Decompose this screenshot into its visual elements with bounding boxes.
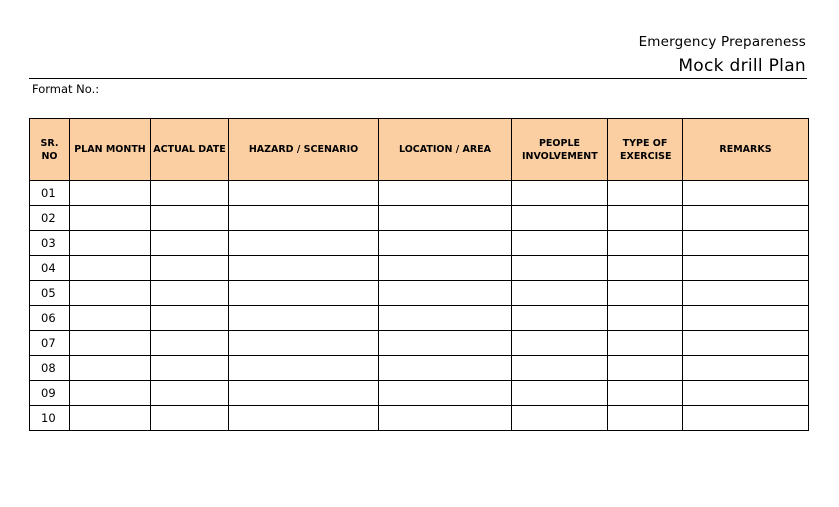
plan-month-cell[interactable] bbox=[70, 306, 151, 331]
sr-no-cell: 06 bbox=[30, 306, 70, 331]
remarks-cell[interactable] bbox=[683, 306, 809, 331]
type-of-exercise-cell[interactable] bbox=[608, 406, 683, 431]
actual-date-cell[interactable] bbox=[151, 231, 229, 256]
sr-no-cell: 04 bbox=[30, 256, 70, 281]
column-header-actual-date: ACTUAL DATE bbox=[151, 119, 229, 181]
actual-date-cell[interactable] bbox=[151, 281, 229, 306]
type-of-exercise-cell[interactable] bbox=[608, 181, 683, 206]
plan-month-cell[interactable] bbox=[70, 406, 151, 431]
header-divider bbox=[29, 78, 807, 79]
actual-date-cell[interactable] bbox=[151, 306, 229, 331]
location-area-cell[interactable] bbox=[379, 206, 512, 231]
remarks-cell[interactable] bbox=[683, 181, 809, 206]
hazard-scenario-cell[interactable] bbox=[229, 406, 379, 431]
hazard-scenario-cell[interactable] bbox=[229, 331, 379, 356]
column-header-type-of-exercise: TYPE OF EXERCISE bbox=[608, 119, 683, 181]
location-area-cell[interactable] bbox=[379, 331, 512, 356]
sr-no-cell: 03 bbox=[30, 231, 70, 256]
actual-date-cell[interactable] bbox=[151, 331, 229, 356]
table-row bbox=[30, 256, 809, 281]
people-involvement-cell[interactable] bbox=[512, 306, 608, 331]
sr-no-cell: 02 bbox=[30, 206, 70, 231]
type-of-exercise-cell[interactable] bbox=[608, 231, 683, 256]
column-header-location-area: LOCATION / AREA bbox=[379, 119, 512, 181]
people-involvement-cell[interactable] bbox=[512, 231, 608, 256]
location-area-cell[interactable] bbox=[379, 406, 512, 431]
hazard-scenario-cell[interactable] bbox=[229, 356, 379, 381]
remarks-cell[interactable] bbox=[683, 281, 809, 306]
table-row bbox=[30, 406, 809, 431]
table-row bbox=[30, 281, 809, 306]
table-row bbox=[30, 306, 809, 331]
plan-month-cell[interactable] bbox=[70, 231, 151, 256]
actual-date-cell[interactable] bbox=[151, 256, 229, 281]
plan-month-cell[interactable] bbox=[70, 356, 151, 381]
type-of-exercise-cell[interactable] bbox=[608, 306, 683, 331]
plan-month-cell[interactable] bbox=[70, 281, 151, 306]
sr-no-cell: 08 bbox=[30, 356, 70, 381]
hazard-scenario-cell[interactable] bbox=[229, 256, 379, 281]
type-of-exercise-cell[interactable] bbox=[608, 206, 683, 231]
remarks-cell[interactable] bbox=[683, 206, 809, 231]
hazard-scenario-cell[interactable] bbox=[229, 306, 379, 331]
people-involvement-cell[interactable] bbox=[512, 331, 608, 356]
remarks-cell[interactable] bbox=[683, 231, 809, 256]
table-row bbox=[30, 231, 809, 256]
type-of-exercise-cell[interactable] bbox=[608, 356, 683, 381]
remarks-cell[interactable] bbox=[683, 406, 809, 431]
location-area-cell[interactable] bbox=[379, 306, 512, 331]
plan-month-cell[interactable] bbox=[70, 206, 151, 231]
column-header-sr-no: SR. NO bbox=[30, 119, 70, 181]
remarks-cell[interactable] bbox=[683, 381, 809, 406]
location-area-cell[interactable] bbox=[379, 256, 512, 281]
form-subtitle: Emergency Prepareness bbox=[638, 34, 806, 50]
type-of-exercise-cell[interactable] bbox=[608, 281, 683, 306]
people-involvement-cell[interactable] bbox=[512, 356, 608, 381]
table-row bbox=[30, 331, 809, 356]
column-header-remarks: REMARKS bbox=[683, 119, 809, 181]
format-number-label: Format No.: bbox=[32, 82, 100, 96]
remarks-cell[interactable] bbox=[683, 331, 809, 356]
sr-no-cell: 05 bbox=[30, 281, 70, 306]
table-row bbox=[30, 381, 809, 406]
table-body bbox=[30, 181, 809, 431]
type-of-exercise-cell[interactable] bbox=[608, 381, 683, 406]
table-row bbox=[30, 206, 809, 231]
actual-date-cell[interactable] bbox=[151, 356, 229, 381]
form-title: Mock drill Plan bbox=[678, 56, 806, 76]
sr-no-cell: 09 bbox=[30, 381, 70, 406]
sr-no-cell: 07 bbox=[30, 331, 70, 356]
location-area-cell[interactable] bbox=[379, 281, 512, 306]
location-area-cell[interactable] bbox=[379, 381, 512, 406]
plan-month-cell[interactable] bbox=[70, 256, 151, 281]
actual-date-cell[interactable] bbox=[151, 181, 229, 206]
column-header-people-involvement: PEOPLE INVOLVEMENT bbox=[512, 119, 608, 181]
location-area-cell[interactable] bbox=[379, 181, 512, 206]
type-of-exercise-cell[interactable] bbox=[608, 331, 683, 356]
people-involvement-cell[interactable] bbox=[512, 206, 608, 231]
remarks-cell[interactable] bbox=[683, 256, 809, 281]
people-involvement-cell[interactable] bbox=[512, 406, 608, 431]
actual-date-cell[interactable] bbox=[151, 406, 229, 431]
plan-month-cell[interactable] bbox=[70, 381, 151, 406]
table-row bbox=[30, 356, 809, 381]
plan-month-cell[interactable] bbox=[70, 181, 151, 206]
hazard-scenario-cell[interactable] bbox=[229, 206, 379, 231]
hazard-scenario-cell[interactable] bbox=[229, 381, 379, 406]
people-involvement-cell[interactable] bbox=[512, 256, 608, 281]
actual-date-cell[interactable] bbox=[151, 381, 229, 406]
plan-month-cell[interactable] bbox=[70, 331, 151, 356]
hazard-scenario-cell[interactable] bbox=[229, 181, 379, 206]
mock-drill-table bbox=[29, 118, 809, 431]
remarks-cell[interactable] bbox=[683, 356, 809, 381]
table-row bbox=[30, 181, 809, 206]
people-involvement-cell[interactable] bbox=[512, 281, 608, 306]
column-header-plan-month: PLAN MONTH bbox=[70, 119, 151, 181]
people-involvement-cell[interactable] bbox=[512, 381, 608, 406]
type-of-exercise-cell[interactable] bbox=[608, 256, 683, 281]
hazard-scenario-cell[interactable] bbox=[229, 231, 379, 256]
people-involvement-cell[interactable] bbox=[512, 181, 608, 206]
location-area-cell[interactable] bbox=[379, 356, 512, 381]
sr-no-cell: 10 bbox=[30, 406, 70, 431]
actual-date-cell[interactable] bbox=[151, 206, 229, 231]
location-area-cell[interactable] bbox=[379, 231, 512, 256]
hazard-scenario-cell[interactable] bbox=[229, 281, 379, 306]
sr-no-cell: 01 bbox=[30, 181, 70, 206]
table-header-row bbox=[30, 119, 809, 181]
column-header-hazard-scenario: HAZARD / SCENARIO bbox=[229, 119, 379, 181]
